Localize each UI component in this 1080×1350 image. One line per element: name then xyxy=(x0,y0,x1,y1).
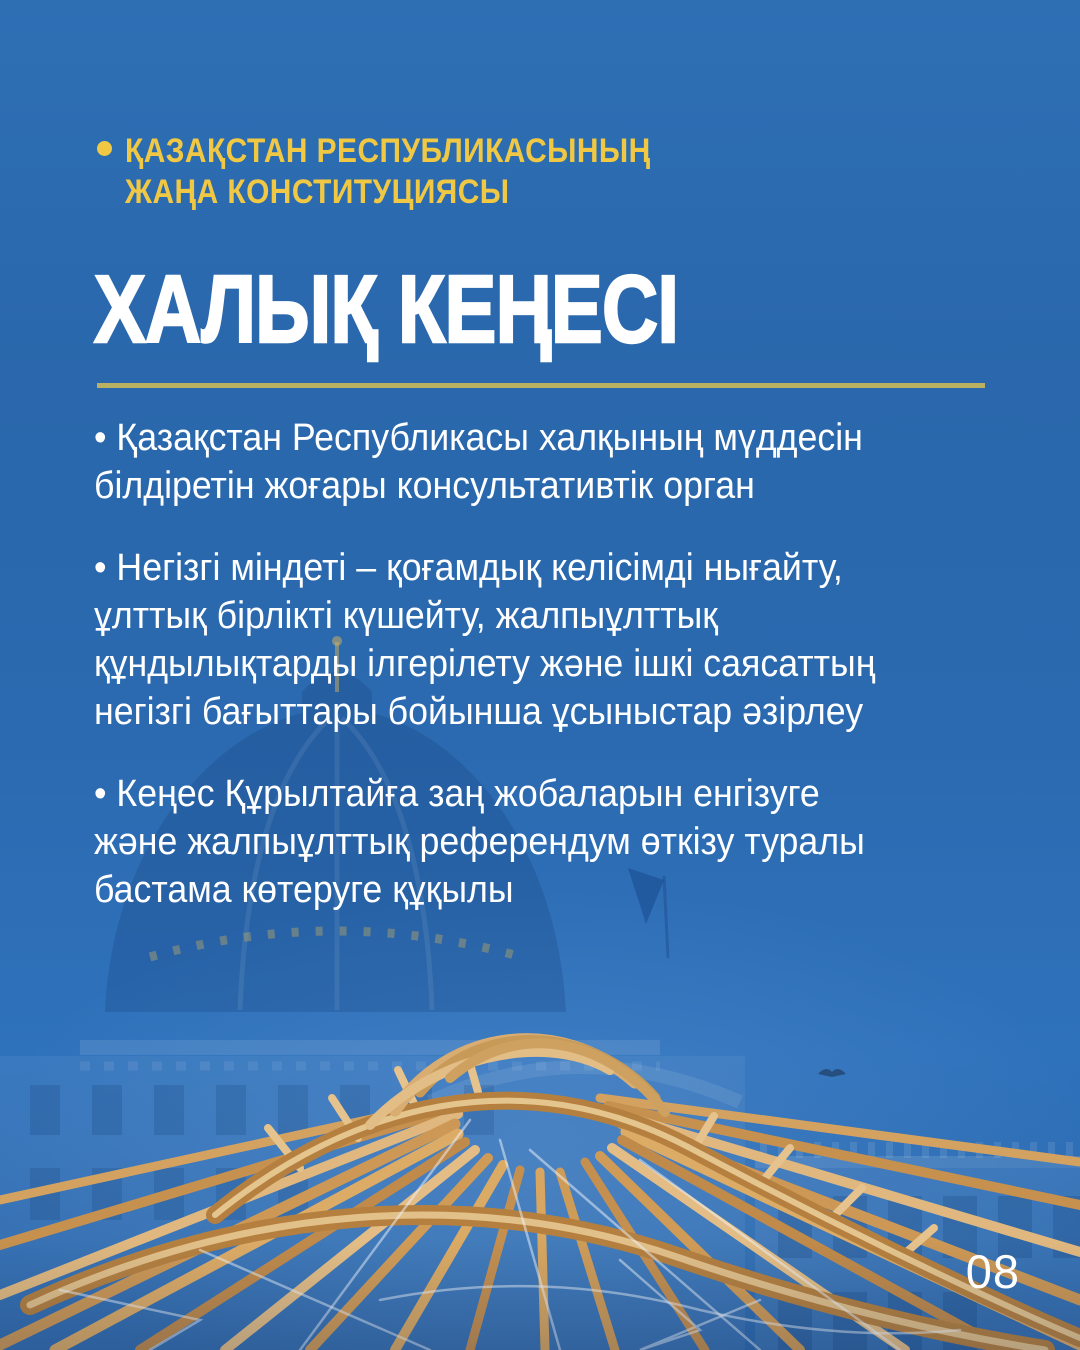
bullet-line: білдіретін жоғары консультативтік орган xyxy=(94,465,755,507)
bullet-line: • Кеңес Құрылтайға заң жобаларын енгізуге xyxy=(94,773,820,815)
kicker-line-1: ҚАЗАҚСТАН РЕСПУБЛИКАСЫНЫҢ xyxy=(125,132,651,170)
kicker-line-2: ЖАҢА КОНСТИТУЦИЯСЫ xyxy=(125,173,510,211)
kicker-text xyxy=(125,131,651,213)
bullet-line: ұлттық бірлікті күшейту, жалпыұлттық xyxy=(94,595,718,637)
bullet-line: • Қазақстан Республикасы халқының мүддесін xyxy=(94,417,863,459)
bullet-item-3 xyxy=(94,770,978,914)
bullet-line: құндылықтарды ілгерілету және ішкі саясаттың xyxy=(94,643,876,685)
bullet-list xyxy=(94,414,978,948)
bullet-line: және жалпыұлттық референдум өткізу туралы xyxy=(94,821,865,863)
bullet-dot-icon xyxy=(97,141,112,156)
bullet-line: бастама көтеруге құқылы xyxy=(94,869,514,911)
title-divider xyxy=(97,383,985,388)
kicker xyxy=(94,131,722,213)
bullet-item-2 xyxy=(94,544,978,736)
bullet-line: • Негізгі міндеті – қоғамдық келісімді нығайту, xyxy=(94,547,843,589)
bullet-line: негізгі бағыттары бойынша ұсыныстар әзірлеу xyxy=(94,691,864,733)
bullet-item-1 xyxy=(94,414,978,510)
page-number: 08 xyxy=(965,1245,1020,1298)
page-title: ХАЛЫҚ КЕҢЕСІ xyxy=(94,256,679,363)
